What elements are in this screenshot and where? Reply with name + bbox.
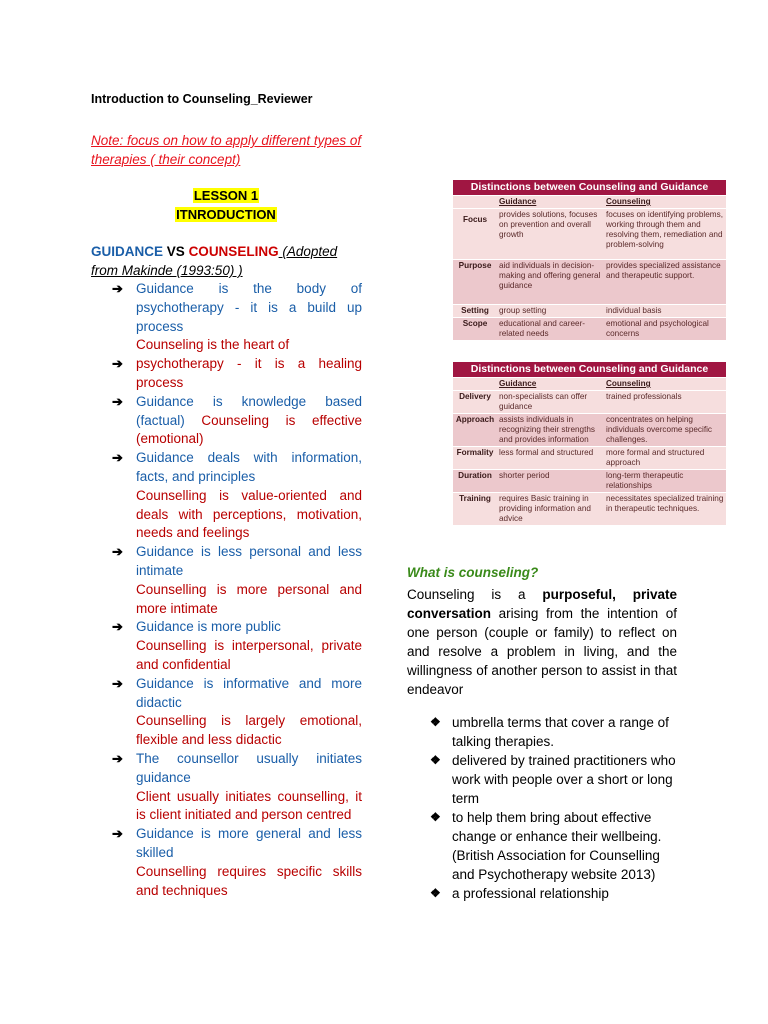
source-citation: (Adopted from Makinde (1993:50) ) bbox=[91, 244, 338, 278]
list-item bbox=[112, 543, 362, 618]
counseling-text: Counselling is more personal and more intimate bbox=[136, 581, 362, 616]
table-column-headers bbox=[453, 377, 726, 390]
column-counseling: Counseling bbox=[606, 197, 651, 206]
table-row bbox=[453, 469, 726, 492]
counseling-cell: focuses on identifying problems, working through them and resolving them, remediation and problem-solving bbox=[606, 210, 723, 249]
table-row bbox=[453, 413, 726, 446]
counseling-text: Counselling is value-oriented and deals with perceptions, motivation, needs and feelings bbox=[136, 487, 362, 541]
distinctions-table-2 bbox=[453, 362, 726, 525]
definition-end: arising from the intention of one person (couple or family) to reflect on and resolve a problem in living, and the willingness of another person to assist in that endeavor bbox=[407, 606, 677, 697]
counseling-text: Counseling is the heart of bbox=[136, 337, 290, 353]
lesson-title: ITNRODUCTION bbox=[176, 207, 276, 222]
lesson-number: LESSON 1 bbox=[193, 188, 259, 203]
counseling-text: psychotherapy - it is a healing process bbox=[136, 356, 362, 390]
guidance-cell: group setting bbox=[499, 306, 547, 315]
diamond-bullet-icon: ❖ bbox=[430, 715, 441, 729]
counseling-text: Counselling is largely emotional, flexible and less didactic bbox=[136, 713, 362, 748]
arrow-right-icon: ➔ bbox=[112, 544, 123, 560]
table-header: Distinctions between Counseling and Guidance bbox=[453, 180, 726, 195]
guidance-cell: educational and career-related needs bbox=[499, 319, 586, 338]
row-label: Duration bbox=[458, 471, 492, 480]
guidance-cell: shorter period bbox=[499, 471, 550, 480]
table-row bbox=[453, 317, 726, 340]
row-label: Scope bbox=[462, 319, 488, 328]
column-counseling: Counseling bbox=[606, 379, 651, 388]
list-item bbox=[112, 618, 362, 674]
table-row bbox=[453, 446, 726, 469]
counseling-text: Counselling requires specific skills and techniques bbox=[136, 863, 362, 898]
counseling-cell: necessitates specialized training in therapeutic techniques. bbox=[606, 494, 724, 513]
guidance-text: Guidance is informative and more didactic bbox=[136, 675, 362, 710]
counseling-cell: provides specialized assistance and therapeutic support. bbox=[606, 261, 721, 280]
lesson-heading bbox=[91, 186, 361, 224]
arrow-right-icon: ➔ bbox=[112, 450, 123, 466]
guidance-word: GUIDANCE bbox=[91, 244, 164, 259]
guidance-text: Guidance is knowledge based (factual) bbox=[136, 393, 362, 428]
table-row bbox=[453, 259, 726, 304]
diamond-bullet-icon: ❖ bbox=[430, 886, 441, 900]
counseling-cell: trained professionals bbox=[606, 392, 682, 401]
row-label: Setting bbox=[461, 306, 489, 315]
guidance-cell: aid individuals in decision-making and offering general guidance bbox=[499, 261, 601, 290]
definition-start: Counseling is a bbox=[407, 587, 543, 602]
bullet-text: to help them bring about effective change or enhance their wellbeing. (British Association for Counselling and Psychotherapy website 2013) bbox=[452, 810, 662, 882]
diamond-bullet-icon: ❖ bbox=[430, 810, 441, 824]
list-item bbox=[112, 750, 362, 825]
bullet-text: delivered by trained practitioners who work with people over a short or long term bbox=[452, 753, 676, 806]
bullet-text: umbrella terms that cover a range of talking therapies. bbox=[452, 715, 669, 749]
guidance-text: The counsellor usually initiates guidance bbox=[136, 750, 362, 785]
counseling-text: Counseling is effective (emotional) bbox=[136, 412, 362, 447]
arrow-right-icon: ➔ bbox=[112, 619, 123, 635]
counseling-cell: emotional and psychological concerns bbox=[606, 319, 709, 338]
diamond-bullet-icon: ❖ bbox=[430, 753, 441, 767]
counseling-text: Counselling is interpersonal, private and confidential bbox=[136, 638, 362, 672]
column-guidance: Guidance bbox=[499, 379, 537, 388]
arrow-right-icon: ➔ bbox=[112, 356, 123, 372]
table-row bbox=[453, 390, 726, 413]
arrow-right-icon: ➔ bbox=[112, 750, 123, 766]
list-item bbox=[112, 355, 362, 393]
arrow-right-icon: ➔ bbox=[112, 393, 123, 409]
list-item bbox=[112, 825, 362, 900]
comparison-list bbox=[112, 280, 362, 900]
list-item bbox=[112, 393, 362, 449]
guidance-cell: less formal and structured bbox=[499, 448, 594, 457]
guidance-text: Guidance deals with information, facts, and principles bbox=[136, 450, 362, 484]
row-label: Approach bbox=[455, 415, 495, 424]
row-label: Purpose bbox=[458, 261, 492, 270]
guidance-text: Guidance is more general and less skilled bbox=[136, 826, 362, 860]
counseling-cell: concentrates on helping individuals overcome specific challenges. bbox=[606, 415, 713, 444]
study-note: Note: focus on how to apply different types of therapies ( their concept) bbox=[91, 133, 362, 167]
counseling-definition bbox=[407, 585, 677, 699]
list-item bbox=[430, 808, 678, 884]
vs-word: VS bbox=[166, 244, 185, 259]
counseling-cell: more formal and structured approach bbox=[606, 448, 705, 467]
guidance-cell: non-specialists can offer guidance bbox=[499, 392, 588, 411]
table-row bbox=[453, 304, 726, 317]
distinctions-table-1 bbox=[453, 180, 726, 340]
guidance-cell: assists individuals in recognizing their strengths and provides information bbox=[499, 415, 596, 444]
table-header: Distinctions between Counseling and Guidance bbox=[453, 362, 726, 377]
guidance-cell: provides solutions, focuses on prevention and overall growth bbox=[499, 210, 598, 239]
table-row bbox=[453, 208, 726, 259]
column-guidance: Guidance bbox=[499, 197, 537, 206]
list-item bbox=[112, 675, 362, 750]
arrow-right-icon: ➔ bbox=[112, 675, 123, 691]
counseling-bullets bbox=[430, 713, 678, 903]
arrow-right-icon: ➔ bbox=[112, 826, 123, 842]
guidance-cell: requires Basic training in providing information and advice bbox=[499, 494, 591, 523]
list-item bbox=[112, 280, 362, 355]
list-item bbox=[112, 449, 362, 543]
definition-emphasis: purposeful, private conversation bbox=[407, 587, 677, 621]
counseling-text: Client usually initiates counselling, it is client initiated and person centred bbox=[136, 788, 362, 823]
list-item bbox=[430, 884, 678, 903]
row-label: Focus bbox=[462, 215, 488, 224]
guidance-text: Guidance is less personal and less intimate bbox=[136, 544, 362, 578]
row-label: Training bbox=[459, 494, 491, 503]
guidance-text: Guidance is more public bbox=[136, 619, 281, 635]
counseling-cell: individual basis bbox=[606, 306, 662, 315]
guidance-vs-counseling-heading bbox=[91, 242, 361, 280]
bullet-text: a professional relationship bbox=[452, 886, 609, 901]
list-item bbox=[430, 713, 678, 751]
guidance-text: Guidance is the body of psychotherapy - it is a build up process bbox=[136, 281, 362, 334]
table-column-headers bbox=[453, 195, 726, 208]
counseling-word: COUNSELING bbox=[188, 244, 279, 259]
counseling-cell: long-term therapeutic relationships bbox=[606, 471, 684, 490]
table-row bbox=[453, 492, 726, 525]
row-label: Delivery bbox=[459, 392, 491, 401]
row-label: Formality bbox=[456, 448, 494, 457]
arrow-right-icon: ➔ bbox=[112, 281, 123, 296]
list-item bbox=[430, 751, 678, 808]
what-is-counseling-heading: What is counseling? bbox=[407, 565, 539, 580]
document-title: Introduction to Counseling_Reviewer bbox=[91, 92, 313, 106]
